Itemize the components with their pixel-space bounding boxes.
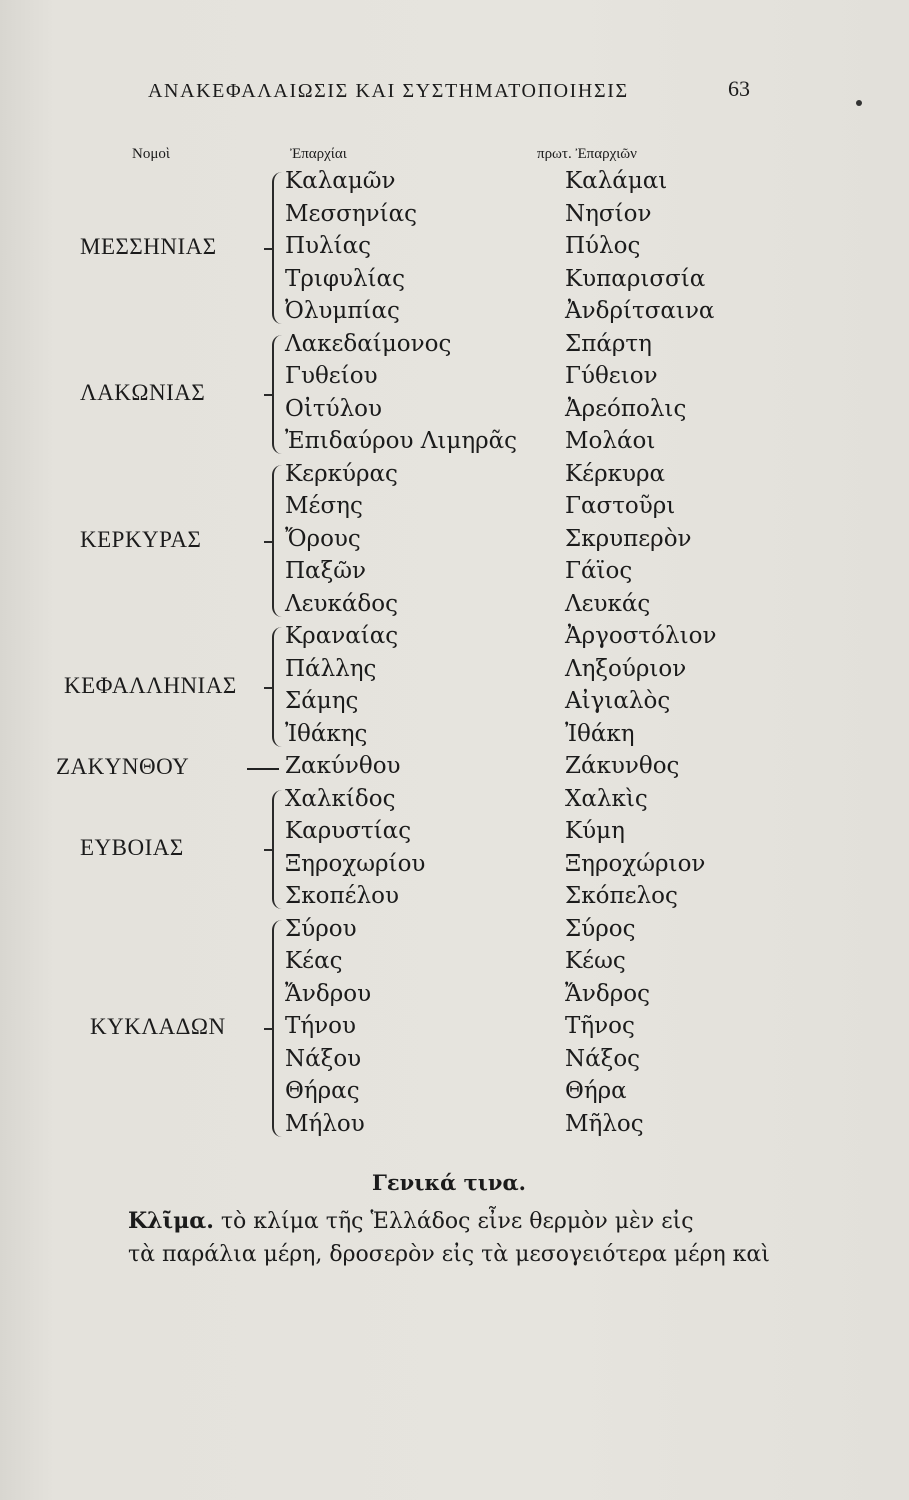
group-brace (272, 465, 286, 617)
province-name: Ὄρους (285, 525, 361, 552)
province-name: Καλαμῶν (285, 168, 396, 194)
page-number: 63 (728, 76, 750, 101)
province-name: Μήλου (285, 1110, 365, 1137)
province-name: Ζακύνθου (285, 753, 401, 779)
province-name: Πυλίας (285, 233, 372, 259)
province-capital: Κύμη (565, 818, 625, 844)
province-capital: Αἰγιαλὸς (565, 688, 671, 714)
prefecture-name: ΛΑΚΩΝΙΑΣ (80, 380, 206, 406)
prefecture-name: ΚΕΦΑΛΛΗΝΙΑΣ (64, 672, 237, 698)
province-name: Παξῶν (285, 558, 366, 584)
province-capital: Θήρα (565, 1078, 627, 1104)
province-capital: Ἀργοστόλιον (565, 623, 717, 649)
province-name: Ξηροχωρίου (285, 850, 426, 877)
prefecture-name: ΕΥΒΟΙΑΣ (80, 835, 184, 861)
province-capital: Νάξος (565, 1045, 641, 1072)
province-capital: Κέως (565, 948, 626, 974)
province-capital: Σκρυπερὸν (565, 525, 692, 552)
province-capital: Σπάρτη (565, 330, 652, 357)
province-capital: Καλάμαι (565, 168, 668, 194)
group-brace (272, 335, 286, 455)
province-name: Καρυστίας (285, 818, 412, 844)
province-name: Λευκάδος (285, 590, 398, 617)
province-capital: Ἄνδρος (565, 980, 650, 1007)
province-capital: Σύρος (565, 915, 636, 942)
province-name: Κερκύρας (285, 460, 398, 487)
group-brace (272, 920, 286, 1137)
group-brace (272, 790, 286, 910)
province-name: Σκοπέλου (285, 883, 399, 909)
province-capital: Ἀνδρίτσαινα (565, 298, 715, 324)
province-name: Κραναίας (285, 623, 399, 649)
province-capital: Λευκάς (565, 590, 651, 617)
running-title: ΑΝΑΚΕΦΑΛΑΙΩΣΙΣ ΚΑΙ ΣΥΣΤΗΜΑΤΟΠΟΙΗΣΙΣ (148, 80, 629, 102)
province-capital: Μολάοι (565, 428, 656, 454)
province-name: Σύρου (285, 915, 357, 942)
paragraph-line-2 (128, 1238, 808, 1271)
paragraph-text-1: τὸ κλίμα τῆς Ἑλλάδος εἶνε θερμὸν μὲν εἰς (220, 1209, 694, 1234)
group-brace (272, 627, 286, 747)
province-name: Οἰτύλου (285, 395, 382, 422)
province-name: Λακεδαίμονος (285, 330, 452, 357)
province-capital: Νησίον (565, 200, 652, 227)
province-capital: Πύλος (565, 233, 641, 259)
column-header-nomoi: Νομοὶ (132, 146, 170, 162)
province-name: Μεσσηνίας (285, 200, 418, 227)
province-name: Ὀλυμπίας (285, 298, 400, 324)
province-capital: Γαστοῦρι (565, 493, 676, 519)
province-name: Ἰθάκης (285, 720, 368, 747)
province-name: Τριφυλίας (285, 265, 405, 292)
group-brace (272, 172, 286, 324)
province-name: Μέσης (285, 493, 363, 519)
connector-dash (247, 768, 279, 770)
paragraph-lead: Κλῖμα. (128, 1208, 214, 1234)
province-name: Κέας (285, 948, 343, 974)
ink-dot (856, 100, 862, 106)
province-capital: Χαλκὶς (565, 785, 648, 812)
province-name: Γυθείου (285, 363, 378, 389)
province-capital: Ἀρεόπολις (565, 395, 687, 422)
prefecture-name: ΖΑΚΥΝΘΟΥ (56, 754, 190, 779)
province-capital: Γύθειον (565, 363, 658, 389)
province-name: Ἐπιδαύρου Λιμηρᾶς (285, 428, 518, 454)
paragraph-text-2: τὰ παράλια μέρη, δροσερὸν εἰς τὰ μεσογειότερα μέρη καὶ (128, 1242, 770, 1267)
province-capital: Ξηροχώριον (565, 850, 706, 877)
province-name: Ἄνδρου (285, 980, 372, 1007)
prefecture-name: ΜΕΣΣΗΝΙΑΣ (80, 234, 217, 259)
column-header-eparchiai: Ἐπαρχίαι (290, 146, 347, 162)
province-name: Πάλλης (285, 655, 377, 682)
prefecture-name: ΚΕΡΚΥΡΑΣ (80, 526, 202, 552)
prefecture-name: ΚΥΚΛΑΔΩΝ (90, 1014, 226, 1039)
province-capital: Ἰθάκη (565, 720, 635, 747)
province-capital: Τῆνος (565, 1013, 635, 1039)
province-name: Χαλκίδος (285, 785, 396, 812)
paragraph-line-1 (128, 1205, 808, 1238)
province-name: Νάξου (285, 1045, 362, 1072)
province-name: Τήνου (285, 1013, 356, 1039)
province-capital: Ληξούριον (565, 655, 687, 682)
province-name: Σάμης (285, 688, 359, 714)
province-capital: Κέρκυρα (565, 460, 666, 487)
province-capital: Κυπαρισσία (565, 265, 706, 292)
column-header-capitals: πρωτ. Ἐπαρχιῶν (537, 146, 637, 162)
province-capital: Σκόπελος (565, 883, 678, 909)
province-name: Θήρας (285, 1078, 360, 1104)
section-title: Γενικά τινα. (372, 1170, 526, 1195)
province-capital: Ζάκυνθος (565, 753, 680, 779)
province-capital: Γάϊος (565, 558, 633, 584)
province-capital: Μῆλος (565, 1110, 644, 1137)
